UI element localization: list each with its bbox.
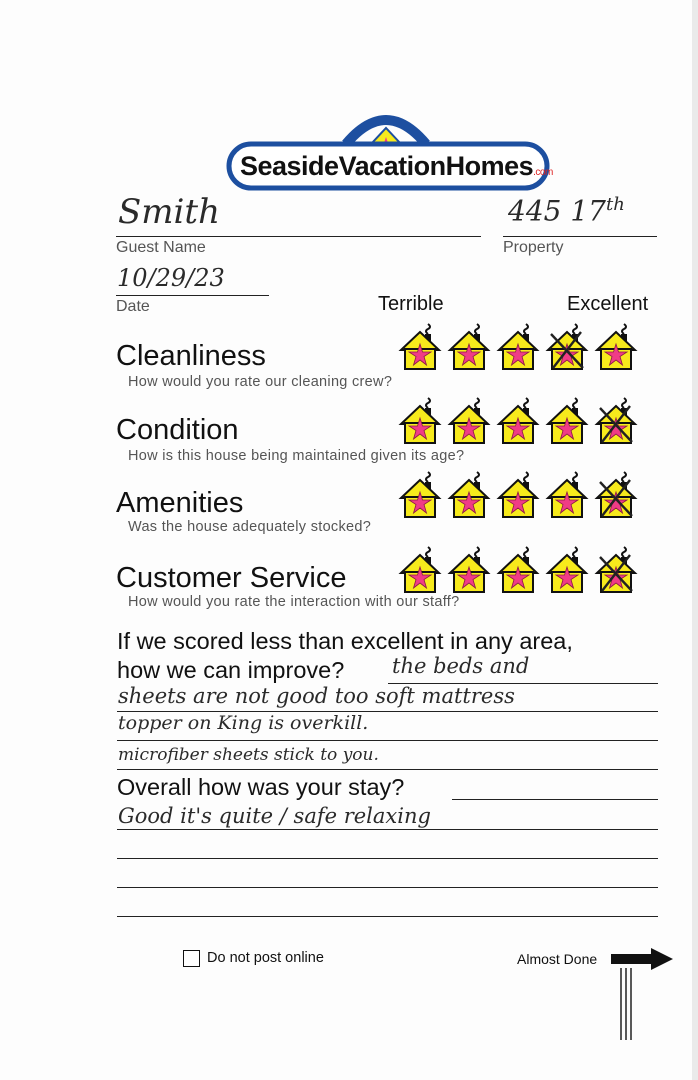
do-not-post-checkbox[interactable]	[183, 950, 200, 967]
house-rating-icon[interactable]	[447, 545, 492, 593]
house-rating-icon[interactable]	[398, 396, 443, 444]
rating-houses	[398, 322, 639, 370]
answer-line	[452, 799, 658, 800]
logo-name: SeasideVacationHomes	[240, 151, 534, 181]
property-value	[508, 194, 625, 227]
property-number: 445 17	[508, 194, 606, 228]
date-label: Date	[116, 298, 150, 315]
almost-done-label: Almost Done	[517, 951, 598, 967]
category-question: How is this house being maintained given its age?	[128, 448, 465, 464]
logo-text	[240, 151, 553, 182]
house-rating-icon[interactable]	[545, 545, 590, 593]
improve-question-line2: how we can improve?	[117, 657, 345, 683]
house-rating-icon[interactable]	[594, 322, 639, 370]
category-title: Customer Service	[116, 562, 347, 594]
answer-line	[117, 916, 658, 917]
property-label: Property	[503, 239, 564, 256]
house-rating-icon[interactable]	[496, 545, 541, 593]
house-rating-icon[interactable]	[398, 470, 443, 518]
property-line	[503, 236, 657, 237]
rating-houses	[398, 396, 639, 444]
answer-line	[117, 858, 658, 859]
guest-name-value: Smith	[118, 192, 220, 232]
date-line	[116, 295, 269, 296]
category-title: Cleanliness	[116, 340, 266, 372]
scale-high-label: Excellent	[567, 293, 649, 315]
house-rating-icon[interactable]	[496, 470, 541, 518]
category-question: How would you rate our cleaning crew?	[128, 374, 393, 390]
category-title: Amenities	[116, 487, 244, 519]
improve-answer-line: sheets are not good too soft mattress	[118, 684, 515, 708]
category-title: Condition	[116, 414, 239, 446]
house-rating-icon[interactable]	[496, 396, 541, 444]
improve-answer-line: microfiber sheets stick to you.	[118, 745, 379, 765]
answer-line	[117, 769, 658, 770]
category-question: How would you rate the interaction with our staff?	[128, 594, 460, 610]
house-rating-icon-selected[interactable]	[545, 322, 590, 370]
house-rating-icon[interactable]	[496, 322, 541, 370]
house-rating-icon-selected[interactable]	[594, 396, 639, 444]
overall-question: Overall how was your stay?	[117, 774, 405, 800]
house-rating-icon[interactable]	[447, 396, 492, 444]
rating-houses	[398, 470, 639, 518]
improve-answer-line: topper on King is overkill.	[118, 712, 369, 734]
house-rating-icon[interactable]	[545, 396, 590, 444]
guest-name-line	[116, 236, 481, 237]
date-value: 10/29/23	[117, 264, 225, 292]
scan-edge	[692, 0, 698, 1080]
do-not-post-label: Do not post online	[207, 950, 324, 966]
improve-question-line1: If we scored less than excellent in any area,	[117, 628, 573, 654]
house-rating-icon-selected[interactable]	[594, 545, 639, 593]
overall-answer: Good it's quite / safe relaxing	[118, 804, 431, 828]
guest-name-label: Guest Name	[116, 239, 206, 256]
binding-mark	[618, 968, 638, 1044]
house-rating-icon[interactable]	[447, 322, 492, 370]
property-suffix: th	[605, 194, 625, 215]
house-rating-icon[interactable]	[545, 470, 590, 518]
improve-answer-line: the beds and	[392, 654, 530, 678]
house-rating-icon-selected[interactable]	[594, 470, 639, 518]
house-rating-icon[interactable]	[398, 322, 443, 370]
rating-houses	[398, 545, 639, 593]
answer-line	[117, 829, 658, 830]
house-rating-icon[interactable]	[447, 470, 492, 518]
house-rating-icon[interactable]	[398, 545, 443, 593]
answer-line	[117, 740, 658, 741]
scale-low-label: Terrible	[378, 293, 444, 315]
category-question: Was the house adequately stocked?	[128, 519, 372, 535]
logo-suffix: .com	[533, 167, 553, 178]
answer-line	[117, 887, 658, 888]
